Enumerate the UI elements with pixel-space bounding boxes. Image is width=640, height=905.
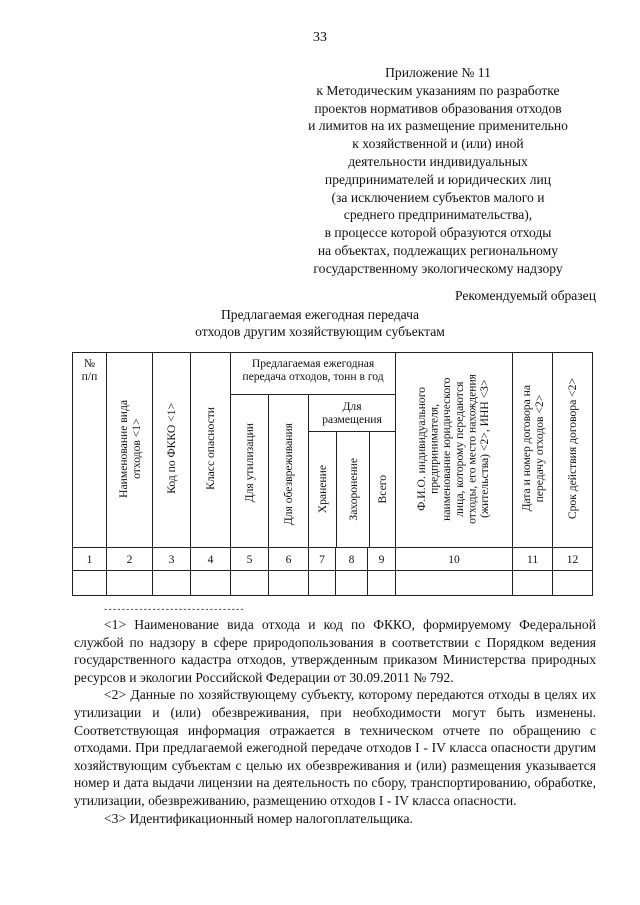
appendix-line: в процессе которой образуются отходы xyxy=(324,225,552,241)
col-header-burial-text: Захоронение xyxy=(346,458,360,521)
column-number: 12 xyxy=(553,548,593,571)
title-line-2: отходов другим хозяйствующим субъектам xyxy=(195,324,445,339)
column-number: 8 xyxy=(336,548,368,571)
footnote-separator: -------------------------------- xyxy=(103,605,244,615)
empty-cell xyxy=(73,571,107,596)
col-header-term xyxy=(553,353,593,548)
transfer-table xyxy=(72,352,593,596)
column-number: 10 xyxy=(396,548,513,571)
empty-cell xyxy=(396,571,513,596)
group-header-place xyxy=(309,395,395,432)
col-header-total xyxy=(370,432,395,547)
col-header-util-text: Для утилизации xyxy=(243,423,256,503)
sample-label: Рекомендуемый образец xyxy=(455,288,596,303)
column-number: 2 xyxy=(107,548,153,571)
empty-cell xyxy=(191,571,231,596)
column-number: 3 xyxy=(153,548,191,571)
col-header-fkko xyxy=(153,353,191,548)
column-number: 9 xyxy=(368,548,396,571)
group-header-transfer xyxy=(231,353,396,395)
empty-cell xyxy=(513,571,553,596)
col-header-contract-text: Дата и номер договора на передачу отходов <2> xyxy=(519,385,546,512)
empty-cell xyxy=(269,571,309,596)
appendix-line: проектов нормативов образования отходов xyxy=(314,100,562,116)
group-header-place-line: Для xyxy=(342,400,362,413)
col-header-name-text: Наименование вида отходов <1> xyxy=(116,399,143,498)
empty-cell xyxy=(107,571,153,596)
empty-cell xyxy=(553,571,593,596)
column-number: 1 xyxy=(73,548,107,571)
appendix-line: Приложение № 11 xyxy=(385,65,491,80)
title-line-1: Предлагаемая ежегодная передача xyxy=(220,307,420,322)
col-header-no-line: № xyxy=(83,357,96,370)
appendix-line: на объектах, подлежащих региональному xyxy=(317,242,559,258)
col-header-neutral xyxy=(269,395,309,548)
col-header-burial xyxy=(337,432,370,547)
footnotes xyxy=(74,616,596,827)
col-header-storage-text: Хранение xyxy=(316,465,329,514)
empty-cell xyxy=(153,571,191,596)
col-header-neutral-text: Для обезвреживания xyxy=(282,423,295,526)
col-header-fkko-text: Код по ФККО <1> xyxy=(165,403,178,494)
page-number: 33 xyxy=(313,30,327,45)
col-header-util xyxy=(231,395,269,548)
empty-cell xyxy=(309,571,336,596)
empty-cell xyxy=(231,571,269,596)
appendix-line: и лимитов на их размещение применительно xyxy=(308,118,568,134)
column-number-row xyxy=(73,548,593,571)
group-header-transfer-line: передача отходов, тонн в год xyxy=(242,370,384,383)
appendix-line: предпринимателей и юридических лиц xyxy=(324,171,552,187)
col-header-contract xyxy=(513,353,553,548)
column-number: 11 xyxy=(513,548,553,571)
col-header-no-line: п/п xyxy=(81,370,98,383)
empty-cell xyxy=(336,571,368,596)
col-header-name xyxy=(107,353,153,548)
appendix-line: к хозяйственной и (или) иной xyxy=(352,136,524,152)
appendix-line: среднего предпринимательства), xyxy=(343,207,533,223)
column-number: 4 xyxy=(191,548,231,571)
group-header-transfer-line: Предлагаемая ежегодная xyxy=(251,357,375,370)
appendix-line: деятельности индивидуальных xyxy=(348,153,528,169)
column-number: 5 xyxy=(231,548,269,571)
footnote-3: <3> Идентификационный номер налогоплательщика. xyxy=(104,810,413,826)
col-header-term-text: Срок действия договора <2> xyxy=(566,377,580,520)
group-header-place-line: размещения xyxy=(322,413,382,426)
col-header-no xyxy=(73,353,107,548)
group-place-cell xyxy=(309,395,396,548)
appendix-line: государственному экологическому надзору xyxy=(313,260,563,276)
column-number: 6 xyxy=(269,548,309,571)
col-header-class-text: Класс опасности xyxy=(204,407,217,490)
col-header-class xyxy=(191,353,231,548)
col-header-fio xyxy=(396,353,513,548)
footnote-1: <1> Наименование вида отхода и код по ФККО, формируемому Федеральной службой по надзору в сфере природопользования в соответствии с Порядком ведения государственного кадастра отходов, утвержденным приказом Министерства природных ресурсов и экологии Российской Федерации от 30.09.2011 № 792. xyxy=(74,617,596,685)
document-title xyxy=(100,306,540,340)
empty-cell xyxy=(368,571,396,596)
column-number: 7 xyxy=(309,548,336,571)
footnote-2: <2> Данные по хозяйствующему субъекту, которому передаются отходы в целях их утилизации и (или) обезвреживания, при необходимости могут быть изменены. Соответствующая информация отражается в техническом отчете по обращению с отходами. При предлагаемой ежегодной передаче отходов I - IV класса опасности другим хозяйствующим субъектам с целью их обезвреживания и (или) размещения указывается номер и дата выдачи лицензии на деятельность по сбору, транспортированию, обработке, утилизации, обезвреживанию, размещению отходов I - IV класса опасности. xyxy=(74,687,596,808)
appendix-line: к Методическим указаниям по разработке xyxy=(316,82,560,98)
appendix-block xyxy=(268,64,608,278)
col-header-storage xyxy=(309,432,337,547)
appendix-line: (за исключением субъектов малого и xyxy=(331,189,545,205)
col-header-fio-text: Ф.И.О. индивидуального предпринимателя, наименование юридического лица, которому передаются отходы, его место нахождения (жительства) <2>, ИНН <3> xyxy=(415,373,492,524)
empty-data-row xyxy=(73,571,593,596)
col-header-total-text: Всего xyxy=(376,475,390,504)
